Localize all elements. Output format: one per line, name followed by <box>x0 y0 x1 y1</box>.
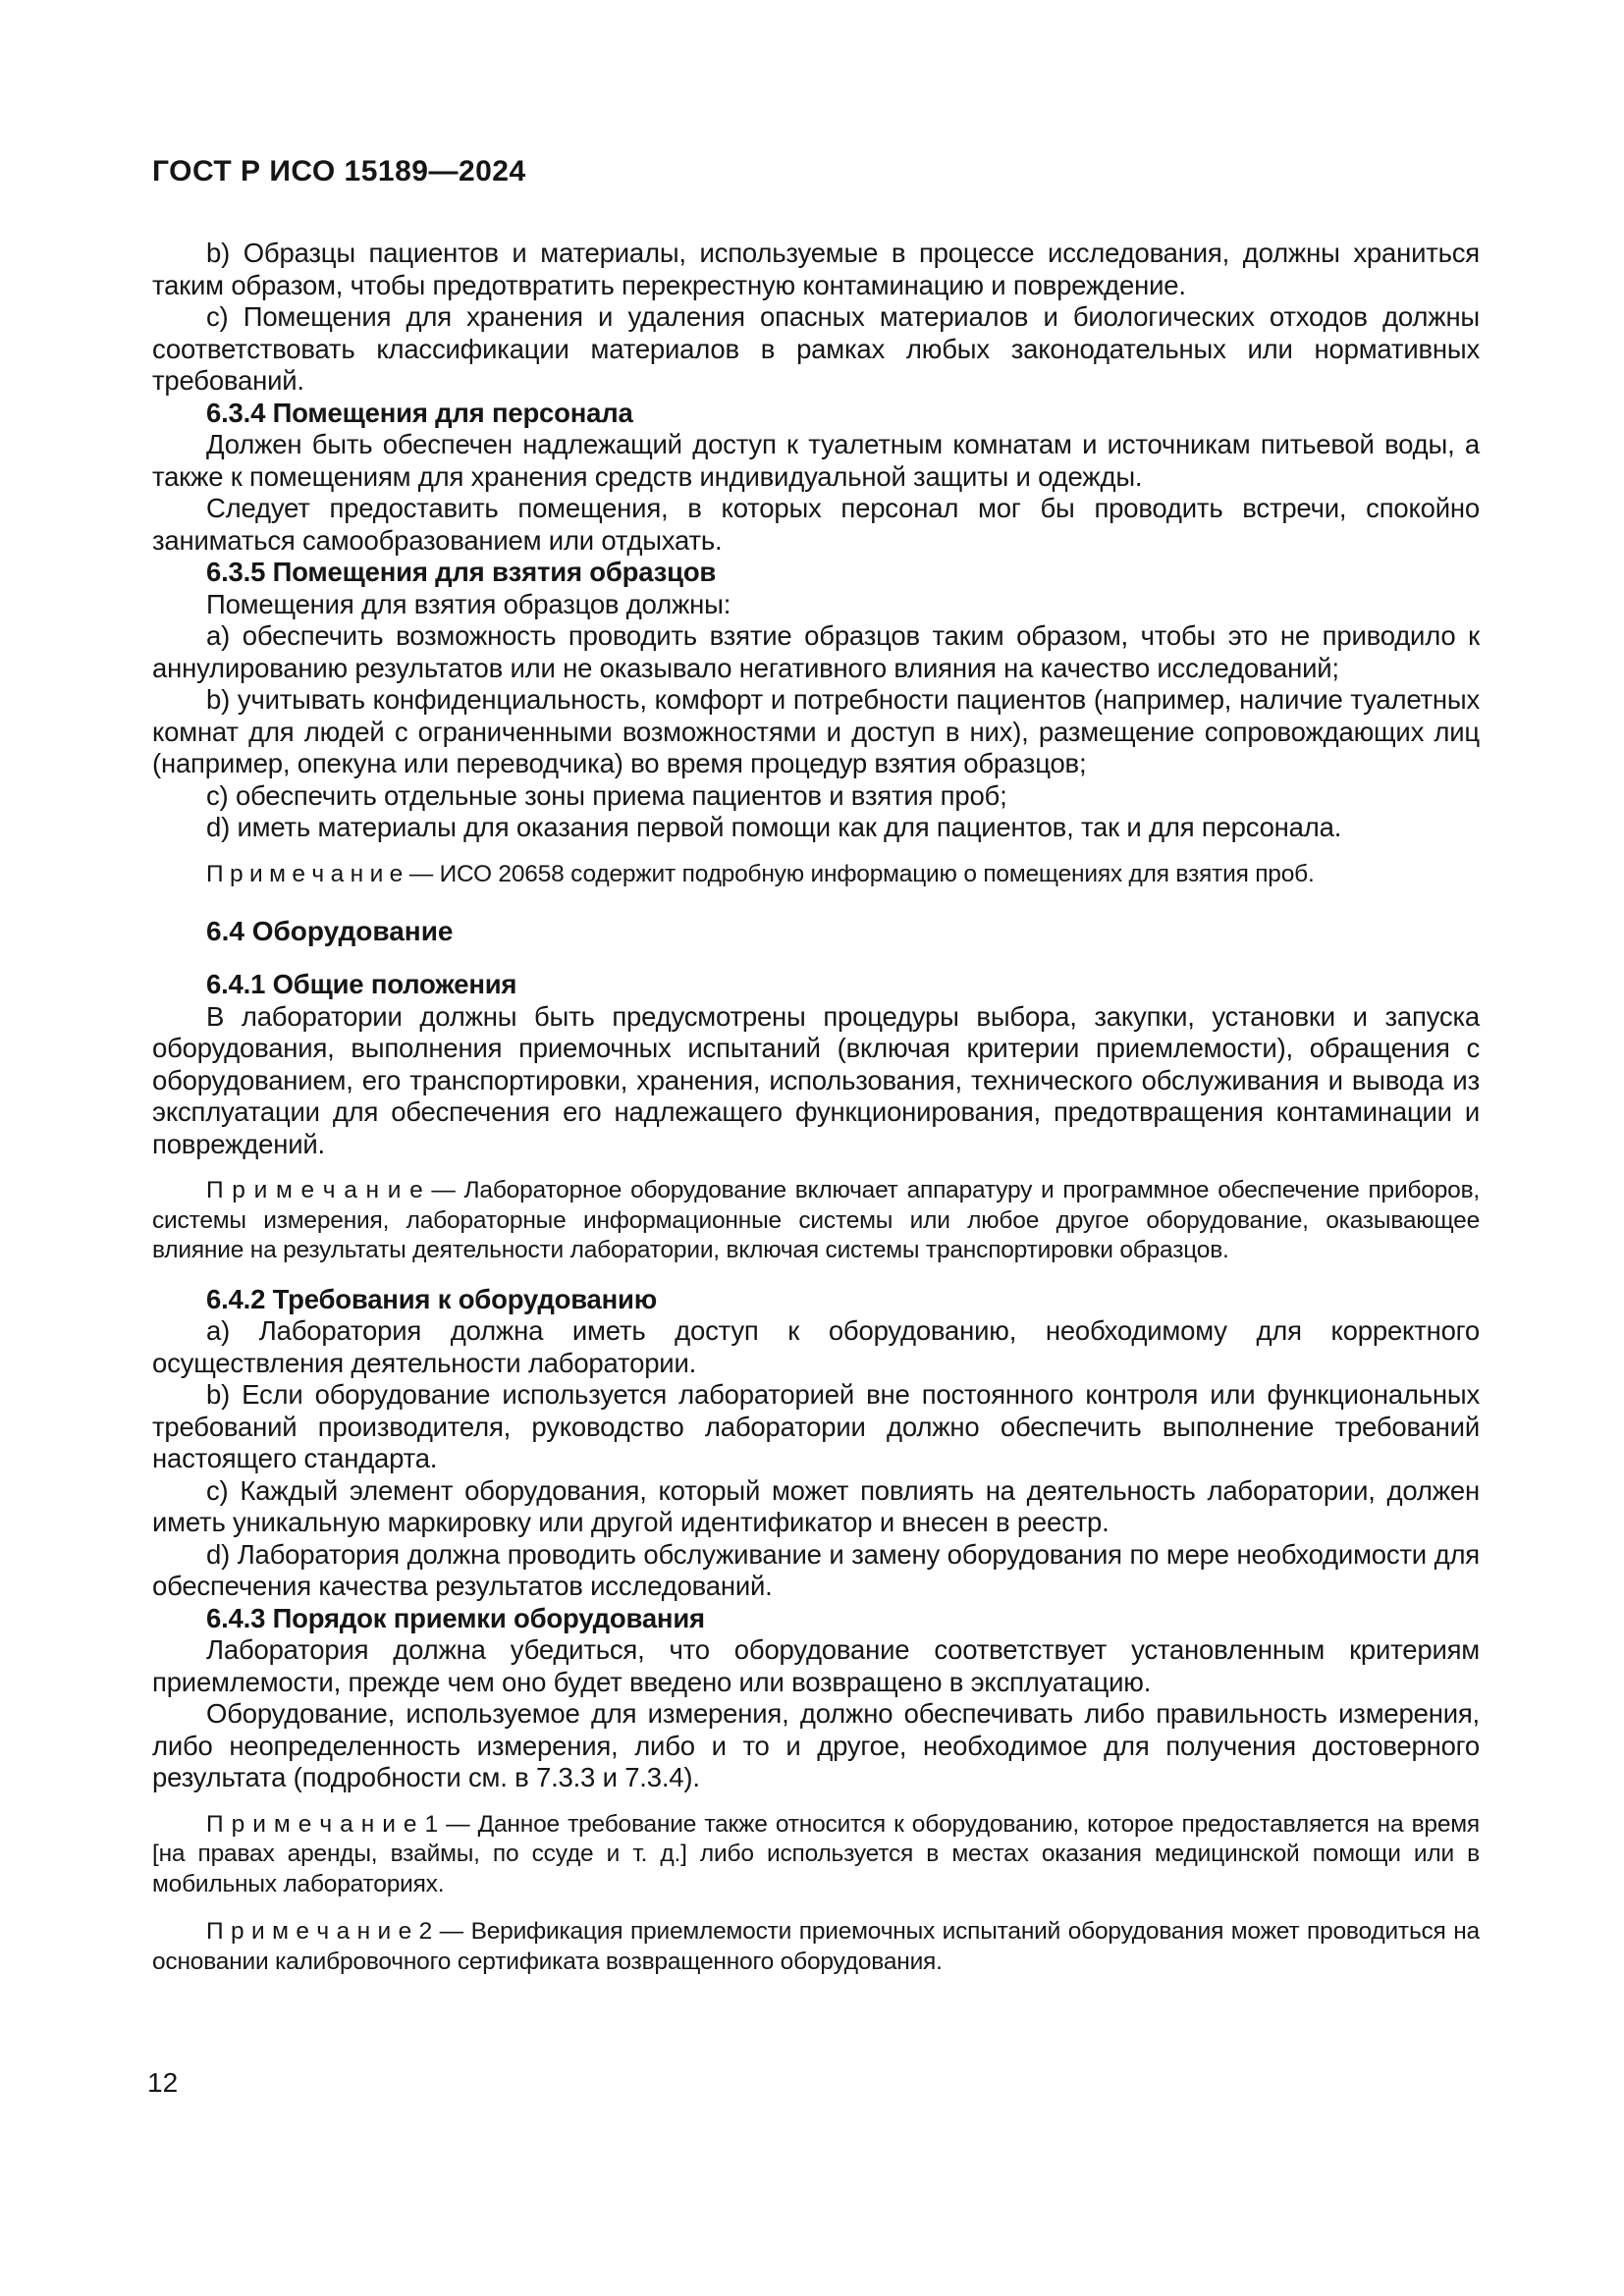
clause-6-3-5-item-c: c) обеспечить отдельные зоны приема пациентов и взятия проб; <box>206 779 1007 811</box>
clause-6-3-4-para-1: Должен быть обеспечен надлежащий доступ к туалетным комнатам и источникам питьевой воды, а также к помещениям для хранения средств индивидуальной защиты и одежды. <box>152 429 1480 492</box>
heading-6-4-2: 6.4.2 Требования к оборудованию <box>206 1283 658 1314</box>
clause-6-4-1-para: В лаборатории должны быть предусмотрены процедуры выбора, закупки, установки и запуска оборудования, выполнения приемочных испытаний (включая критерии приемлемости), обращения с оборудованием, его транспортировки, хранения, использования, технического обслуживания и вывода из эксплуатации для обеспечения его надлежащего функционирования, предотвращения контаминации и повреждений. <box>152 1000 1480 1159</box>
clause-6-4-2-item-a: a) Лаборатория должна иметь доступ к оборудованию, необходимому для корректного осуществления деятельности лаборатории. <box>152 1315 1480 1378</box>
clause-6-3-5-item-a: a) обеспечить возможность проводить взятие образцов таким образом, чтобы это не приводило к аннулированию результатов или не оказывало негативного влияния на качество исследований; <box>152 620 1480 683</box>
clause-6-3-5-item-d: d) иметь материалы для оказания первой помощи как для пациентов, так и для персонала. <box>206 812 1342 842</box>
heading-6-3-4: 6.3.4 Помещения для персонала <box>206 397 633 428</box>
clause-6-4-3-para-1: Лаборатория должна убедиться, что оборудование соответствует установленным критериям приемлемости, прежде чем оно будет введено или возвращено в эксплуатацию. <box>152 1634 1480 1697</box>
document-content <box>152 155 1480 1995</box>
note-1-equipment-provision: П р и м е ч а н и е 1 — Данное требование также относится к оборудованию, которое предоставляется на время [на правах аренды, взаймы, по ссуде и т. д.] либо используется в местах оказания медицинской помощи или в мобильных лабораториях. <box>152 1810 1480 1897</box>
heading-6-4-1: 6.4.1 Общие положения <box>206 969 517 999</box>
clause-6-4-2-item-c: c) Каждый элемент оборудования, который может повлиять на деятельность лаборатории, должен иметь уникальную маркировку или другой идентификатор и внесен в реестр. <box>152 1474 1480 1537</box>
clause-item-b-specimens: b) Образцы пациентов и материалы, используемые в процессе исследования, должны храниться таким образом, чтобы предотвратить перекрестную контаминацию и повреждение. <box>152 238 1480 300</box>
clause-6-3-5-item-b: b) учитывать конфиденциальность, комфорт и потребности пациентов (например, наличие туалетных комнат для людей с ограниченными возможностями и доступ в них), размещение сопровождающих лиц (например, опекуна или переводчика) во время процедур взятия образцов; <box>152 684 1480 778</box>
clause-6-3-5-intro: Помещения для взятия образцов должны: <box>206 588 731 619</box>
clause-6-4-2-item-b: b) Если оборудование используется лабораторией вне постоянного контроля или функциональных требований производителя, руководство лаборатории должно обеспечить выполнение требований настоящего стандарта. <box>152 1379 1480 1473</box>
clause-6-4-3-para-2: Оборудование, используемое для измерения, должно обеспечивать либо правильность измерения, либо неопределенность измерения, либо и то и другое, необходимое для получения достоверного результата (подробности см. в 7.3.3 и 7.3.4). <box>152 1698 1480 1792</box>
note-2-verification: П р и м е ч а н и е 2 — Верификация приемлемости приемочных испытаний оборудования может проводиться на основании калибровочного сертификата возвращенного оборудования. <box>152 1918 1480 1975</box>
page-number: 12 <box>147 2067 179 2098</box>
document-designation: ГОСТ Р ИСО 15189—2024 <box>152 155 526 187</box>
clause-6-3-4-para-2: Следует предоставить помещения, в которых персонал мог бы проводить встречи, спокойно заниматься самообразованием или отдыхать. <box>152 493 1480 556</box>
clause-item-c-hazardous-materials: c) Помещения для хранения и удаления опасных материалов и биологических отходов должны соответствовать классификации материалов в рамках любых законодательных или нормативных требований. <box>152 301 1480 396</box>
note-iso-20658: П р и м е ч а н и е — ИСО 20658 содержит подробную информацию о помещениях для взятия проб. <box>206 860 1315 887</box>
heading-6-4: 6.4 Оборудование <box>206 916 454 946</box>
heading-6-3-5: 6.3.5 Помещения для взятия образцов <box>206 557 717 587</box>
clause-6-4-2-item-d: d) Лаборатория должна проводить обслуживание и замену оборудования по мере необходимости для обеспечения качества результатов исследований. <box>152 1538 1480 1601</box>
note-lab-equipment: П р и м е ч а н и е — Лабораторное оборудование включает аппаратуру и программное обеспечение приборов, системы измерения, лабораторные информационные системы или любое другое оборудование, оказывающее влияние на результаты деятельности лаборатории, включая системы транспортировки образцов. <box>152 1177 1480 1263</box>
heading-6-4-3: 6.4.3 Порядок приемки оборудования <box>206 1602 705 1633</box>
